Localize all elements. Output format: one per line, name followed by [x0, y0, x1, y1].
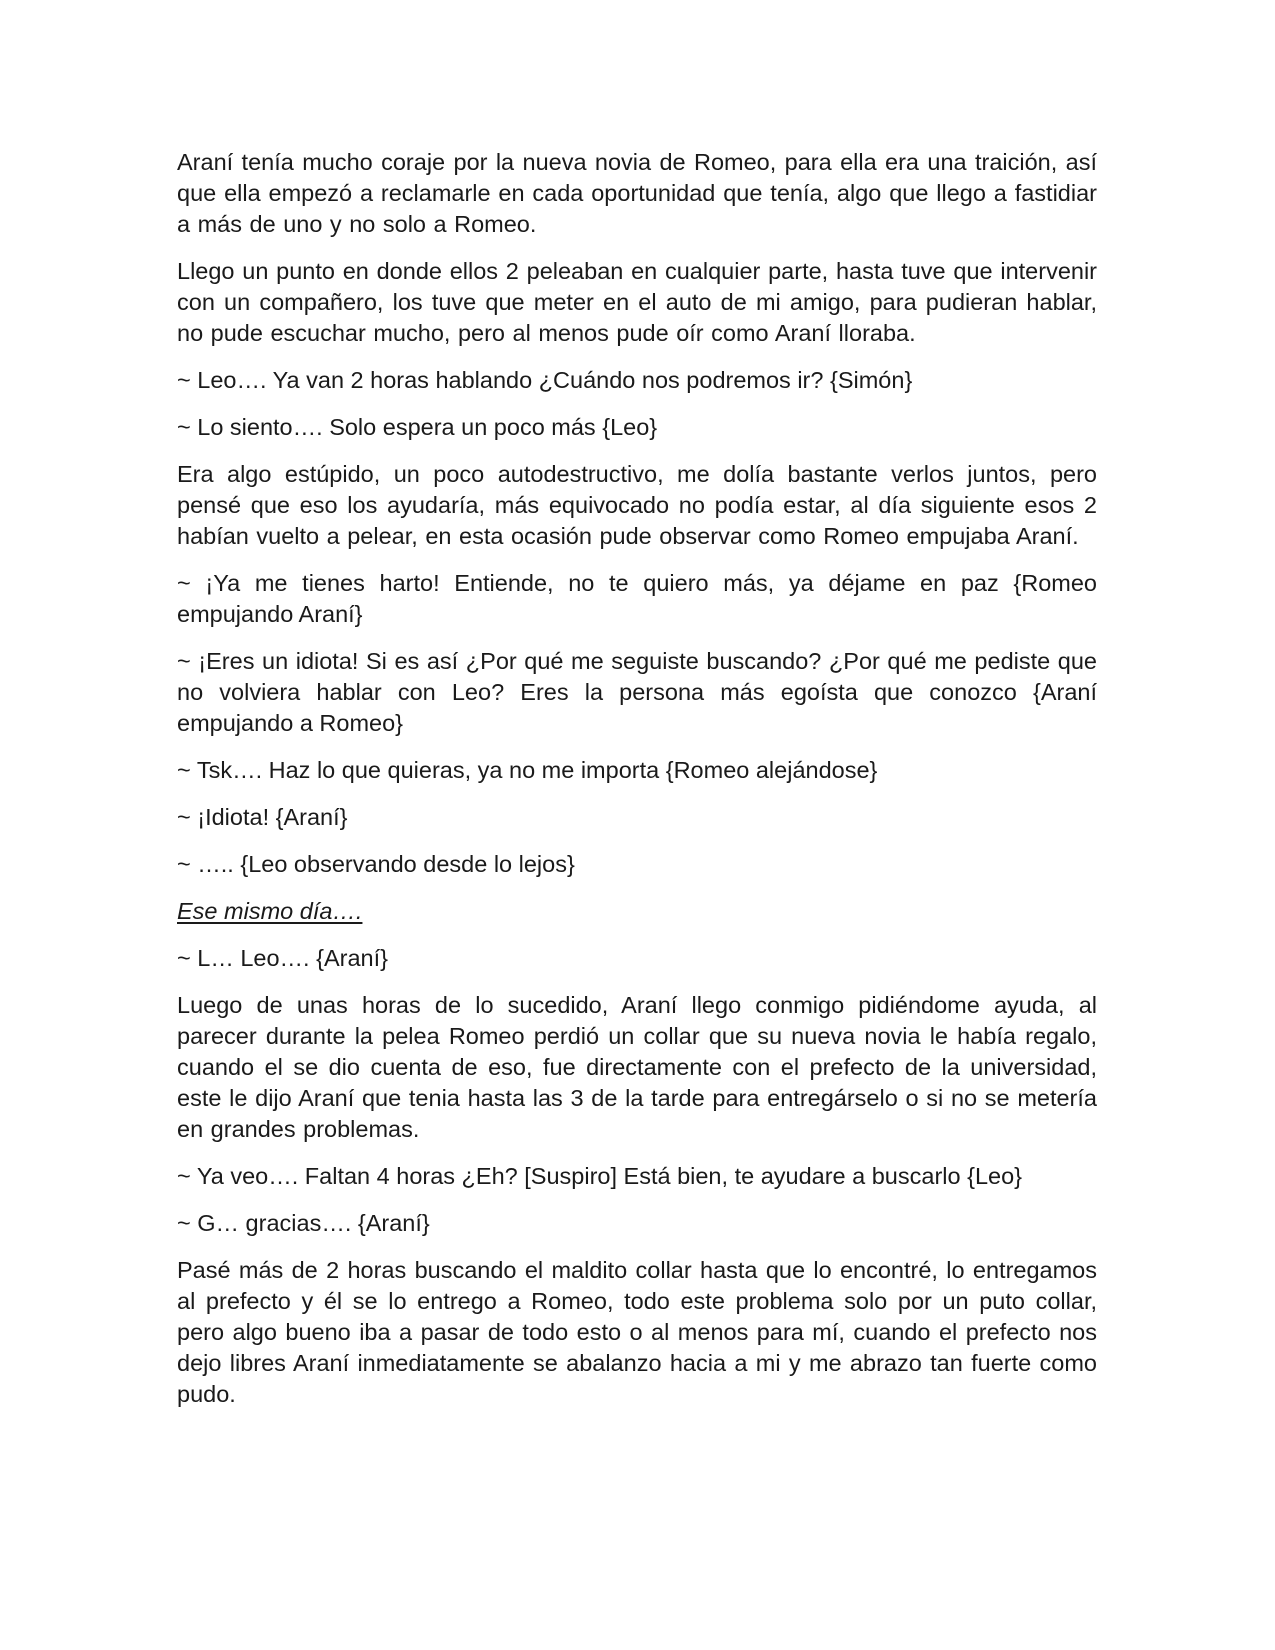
dialogue-line: ~ ….. {Leo observando desde lo lejos} [177, 851, 575, 877]
dialogue-line: ~ Lo siento…. Solo espera un poco más {Leo} [177, 414, 658, 440]
dialogue-line: ~ ¡Eres un idiota! Si es así ¿Por qué me seguiste buscando? ¿Por qué me pediste que no volviera hablar con Leo? Eres la persona más egoísta que conozco {Araní empujando a Romeo} [177, 648, 1097, 736]
dialogue-line: ~ ¡Idiota! {Araní} [177, 804, 348, 830]
document-page [177, 147, 1097, 1426]
paragraph: Llego un punto en donde ellos 2 peleaban en cualquier parte, hasta tuve que intervenir con un compañero, los tuve que meter en el auto de mi amigo, para pudieran hablar, no pude escuchar mucho, pero al menos pude oír como Araní lloraba. [177, 258, 1097, 346]
paragraph: Era algo estúpido, un poco autodestructivo, me dolía bastante verlos juntos, pero pensé que eso los ayudaría, más equivocado no podía estar, al día siguiente esos 2 habían vuelto a pelear, en esta ocasión pude observar como Romeo empujaba Araní. [177, 461, 1097, 549]
dialogue-line: ~ L… Leo…. {Araní} [177, 945, 388, 971]
dialogue-line: ~ Ya veo…. Faltan 4 horas ¿Eh? [Suspiro] Está bien, te ayudare a buscarlo {Leo} [177, 1163, 1023, 1189]
dialogue-line: ~ ¡Ya me tienes harto! Entiende, no te quiero más, ya déjame en paz {Romeo empujando Araní} [177, 570, 1097, 627]
scene-heading: Ese mismo día…. [177, 898, 363, 924]
paragraph: Araní tenía mucho coraje por la nueva novia de Romeo, para ella era una traición, así que ella empezó a reclamarle en cada oportunidad que tenía, algo que llego a fastidiar a más de uno y no solo a Romeo. [177, 149, 1097, 237]
paragraph: Luego de unas horas de lo sucedido, Araní llego conmigo pidiéndome ayuda, al parecer durante la pelea Romeo perdió un collar que su nueva novia le había regalo, cuando el se dio cuenta de eso, fue directamente con el prefecto de la universidad, este le dijo Araní que tenia hasta las 3 de la tarde para entregárselo o si no se metería en grandes problemas. [177, 992, 1097, 1142]
paragraph: Pasé más de 2 horas buscando el maldito collar hasta que lo encontré, lo entregamos al prefecto y él se lo entrego a Romeo, todo este problema solo por un puto collar, pero algo bueno iba a pasar de todo esto o al menos para mí, cuando el prefecto nos dejo libres Araní inmediatamente se abalanzo hacia a mi y me abrazo tan fuerte como pudo. [177, 1257, 1097, 1407]
dialogue-line: ~ Leo…. Ya van 2 horas hablando ¿Cuándo nos podremos ir? {Simón} [177, 367, 913, 393]
dialogue-line: ~ G… gracias…. {Araní} [177, 1210, 430, 1236]
dialogue-line: ~ Tsk…. Haz lo que quieras, ya no me importa {Romeo alejándose} [177, 757, 878, 783]
